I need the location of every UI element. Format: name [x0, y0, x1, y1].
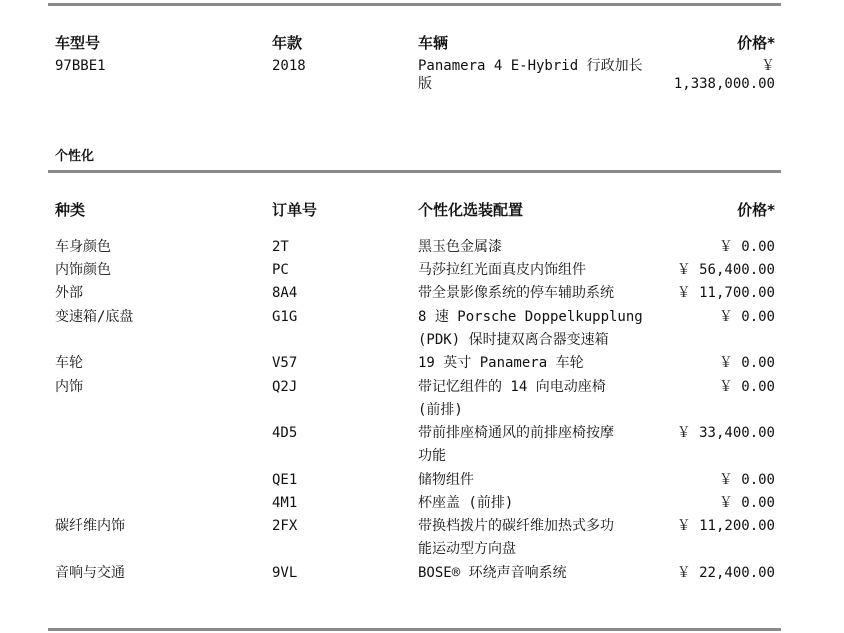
section-divider [48, 170, 781, 173]
vehicle-name-line1: Panamera 4 E-Hybrid 行政加长 [418, 58, 643, 74]
bottom-divider [48, 628, 781, 631]
row-code: QE1 [272, 472, 298, 488]
header-year: 年款 [272, 34, 303, 52]
row-type: 内饰颜色 [55, 262, 111, 278]
row-option: 带前排座椅通风的前排座椅按摩 [418, 425, 614, 441]
row-price: ￥ 0.00 [718, 355, 775, 371]
row-code: 8A4 [272, 285, 298, 301]
row-price: ￥ 0.00 [718, 472, 775, 488]
section-title-personalization: 个性化 [55, 149, 95, 164]
row-code: PC [272, 262, 289, 278]
row-code: 9VL [272, 565, 298, 581]
vehicle-model: 97BBE1 [55, 58, 106, 74]
row-type: 外部 [55, 285, 83, 301]
row-code: 4M1 [272, 495, 298, 511]
row-option: 带换档拨片的碳纤维加热式多功 [418, 518, 614, 534]
row-price: ￥ 11,700.00 [676, 285, 775, 301]
vehicle-year: 2018 [272, 58, 306, 74]
row-option-cont: (PDK) 保时捷双离合器变速箱 [418, 332, 609, 348]
row-code: V57 [272, 355, 298, 371]
row-option: 带全景影像系统的停车辅助系统 [418, 285, 614, 301]
row-code: 4D5 [272, 425, 298, 441]
header-vehicle: 车辆 [418, 34, 449, 52]
row-code: G1G [272, 309, 298, 325]
header-option-price: 价格* [737, 201, 775, 219]
vehicle-name-line2: 版 [418, 76, 432, 92]
top-divider [48, 3, 781, 6]
row-type: 内饰 [55, 379, 83, 395]
row-price: ￥ 0.00 [718, 239, 775, 255]
header-option: 个性化选装配置 [418, 201, 524, 219]
row-option: BOSE® 环绕声音响系统 [418, 565, 567, 581]
row-option-cont: 能运动型方向盘 [418, 541, 516, 557]
row-option: 黑玉色金属漆 [418, 239, 502, 255]
vehicle-price-currency: ￥ [761, 58, 775, 74]
row-type: 碳纤维内饰 [55, 518, 125, 534]
header-type: 种类 [55, 201, 86, 219]
row-price: ￥ 0.00 [718, 309, 775, 325]
row-option: 储物组件 [418, 472, 474, 488]
row-price: ￥ 11,200.00 [676, 518, 775, 534]
row-price: ￥ 0.00 [718, 379, 775, 395]
row-code: Q2J [272, 379, 298, 395]
row-type: 音响与交通 [55, 565, 125, 581]
row-option: 19 英寸 Panamera 车轮 [418, 355, 584, 371]
header-order-number: 订单号 [272, 201, 318, 219]
row-option: 杯座盖 (前排) [418, 495, 514, 511]
row-option: 带记忆组件的 14 向电动座椅 [418, 379, 606, 395]
vehicle-price: 1,338,000.00 [673, 76, 775, 92]
row-option: 8 速 Porsche Doppelkupplung [418, 309, 643, 325]
header-model: 车型号 [55, 34, 101, 52]
row-price: ￥ 33,400.00 [676, 425, 775, 441]
row-option-cont: (前排) [418, 402, 463, 418]
row-price: ￥ 56,400.00 [676, 262, 775, 278]
row-option-cont: 功能 [418, 448, 446, 464]
row-code: 2T [272, 239, 289, 255]
row-type: 车轮 [55, 355, 83, 371]
row-option: 马莎拉红光面真皮内饰组件 [418, 262, 586, 278]
row-type: 车身颜色 [55, 239, 111, 255]
row-price: ￥ 22,400.00 [676, 565, 775, 581]
row-type: 变速箱/底盘 [55, 309, 134, 325]
row-price: ￥ 0.00 [718, 495, 775, 511]
row-code: 2FX [272, 518, 298, 534]
header-price: 价格* [737, 34, 775, 52]
